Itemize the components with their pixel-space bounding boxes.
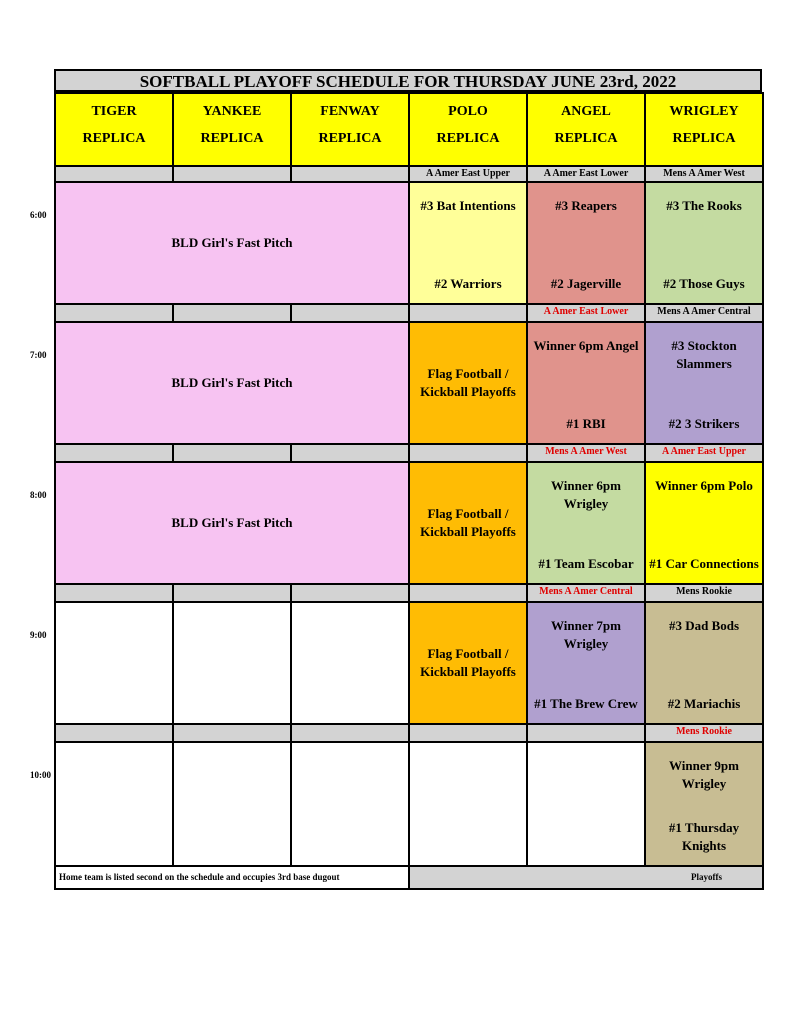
- separator-cell: [408, 303, 528, 323]
- game-wrigley-8pm: [644, 461, 764, 585]
- empty-slot: [54, 601, 174, 725]
- field-name: ANGEL: [561, 104, 611, 119]
- team-home: #1 Team Escobar: [538, 556, 634, 571]
- time-label-7: 7:00: [30, 350, 47, 360]
- field-name: FENWAY: [320, 104, 380, 119]
- separator-cell: [172, 443, 292, 463]
- team-away: Winner 9pm Wrigley: [669, 758, 739, 791]
- empty-slot: [54, 741, 174, 867]
- flag-label: Flag Football / Kickball Playoffs: [420, 506, 516, 539]
- separator-cell: [54, 723, 174, 743]
- team-away: #3 The Rooks: [666, 198, 742, 213]
- time-label-10: 10:00: [30, 770, 51, 780]
- game-wrigley-9pm: [644, 601, 764, 725]
- team-away: #3 Dad Bods: [668, 618, 740, 633]
- bld-label: BLD Girl's Fast Pitch: [171, 375, 293, 390]
- field-sub: REPLICA: [200, 131, 264, 146]
- time-label-8: 8:00: [30, 490, 47, 500]
- separator-cell: [290, 723, 410, 743]
- game-angel-7pm: [526, 321, 646, 445]
- team-home: #1 The Brew Crew: [534, 696, 638, 711]
- footer-playoffs: Playoffs: [408, 865, 764, 890]
- division-label: A Amer East Lower: [526, 303, 646, 323]
- game-angel-6pm: [526, 181, 646, 305]
- separator-cell: [290, 443, 410, 463]
- team-away: Winner 6pm Wrigley: [551, 478, 621, 511]
- field-sub: REPLICA: [436, 131, 500, 146]
- bld-block-6pm: [54, 181, 410, 305]
- empty-slot: [408, 741, 528, 867]
- division-label: A Amer East Lower: [526, 165, 646, 183]
- empty-slot: [290, 601, 410, 725]
- field-name: WRIGLEY: [669, 104, 739, 119]
- time-label-6: 6:00: [30, 210, 47, 220]
- team-away: Winner 6pm Polo: [655, 478, 753, 493]
- field-sub: REPLICA: [672, 131, 736, 146]
- team-away: Winner 7pm Wrigley: [551, 618, 621, 651]
- team-away: #3 Stockton Slammers: [671, 338, 737, 371]
- division-label: Mens Rookie: [644, 583, 764, 603]
- empty-slot: [290, 741, 410, 867]
- game-angel-8pm: [526, 461, 646, 585]
- separator-cell: [526, 723, 646, 743]
- separator-cell: [172, 723, 292, 743]
- separator-cell: [408, 583, 528, 603]
- flag-block-8pm: [408, 461, 528, 585]
- field-header-tiger: [54, 92, 174, 167]
- schedule-table: [54, 69, 766, 892]
- flag-label: Flag Football / Kickball Playoffs: [420, 646, 516, 679]
- separator-cell: [172, 303, 292, 323]
- team-home: #1 Car Connections: [649, 556, 759, 571]
- flag-block-7pm: [408, 321, 528, 445]
- division-label: Mens A Amer West: [526, 443, 646, 463]
- field-name: TIGER: [91, 104, 137, 119]
- field-name: POLO: [448, 104, 488, 119]
- field-header-polo: [408, 92, 528, 167]
- empty-slot: [172, 601, 292, 725]
- field-sub: REPLICA: [82, 131, 146, 146]
- separator-cell: [172, 583, 292, 603]
- bld-label: BLD Girl's Fast Pitch: [171, 515, 293, 530]
- field-header-angel: [526, 92, 646, 167]
- division-label: Mens A Amer Central: [644, 303, 764, 323]
- team-home: #2 3 Strikers: [668, 416, 740, 431]
- empty-slot: [526, 741, 646, 867]
- team-home: #2 Warriors: [434, 276, 502, 291]
- team-home: #2 Mariachis: [667, 696, 741, 711]
- team-home: #1 Thursday Knights: [668, 820, 740, 853]
- game-wrigley-7pm: [644, 321, 764, 445]
- flag-label: Flag Football / Kickball Playoffs: [420, 366, 516, 399]
- flag-block-9pm: [408, 601, 528, 725]
- division-label: Mens Rookie: [644, 723, 764, 743]
- field-header-wrigley: [644, 92, 764, 167]
- separator-cell: [408, 723, 528, 743]
- page-title: SOFTBALL PLAYOFF SCHEDULE FOR THURSDAY JUNE 23rd, 2022: [54, 69, 762, 92]
- time-label-9: 9:00: [30, 630, 47, 640]
- footer-note: Home team is listed second on the schedule and occupies 3rd base dugout: [54, 865, 410, 890]
- team-home: #1 RBI: [566, 416, 606, 431]
- separator-cell: [290, 303, 410, 323]
- field-sub: REPLICA: [318, 131, 382, 146]
- bld-block-8pm: [54, 461, 410, 585]
- team-home: #2 Those Guys: [663, 276, 745, 291]
- game-wrigley-6pm: [644, 181, 764, 305]
- separator-cell: [290, 583, 410, 603]
- bld-block-7pm: [54, 321, 410, 445]
- separator-cell: [54, 303, 174, 323]
- team-away: #3 Reapers: [555, 198, 617, 213]
- division-label: A Amer East Upper: [644, 443, 764, 463]
- game-polo-6pm: [408, 181, 528, 305]
- separator-cell: [408, 443, 528, 463]
- team-away: #3 Bat Intentions: [420, 198, 516, 213]
- division-label: Mens A Amer West: [644, 165, 764, 183]
- game-angel-9pm: [526, 601, 646, 725]
- division-label: A Amer East Upper: [408, 165, 528, 183]
- field-header-fenway: [290, 92, 410, 167]
- bld-label: BLD Girl's Fast Pitch: [171, 235, 293, 250]
- separator-cell: [54, 583, 174, 603]
- team-away: Winner 6pm Angel: [533, 338, 639, 353]
- field-name: YANKEE: [202, 104, 262, 119]
- field-sub: REPLICA: [554, 131, 618, 146]
- team-home: #2 Jagerville: [550, 276, 622, 291]
- game-wrigley-10pm: [644, 741, 764, 867]
- division-label: Mens A Amer Central: [526, 583, 646, 603]
- separator-cell: [54, 443, 174, 463]
- field-header-yankee: [172, 92, 292, 167]
- empty-slot: [172, 741, 292, 867]
